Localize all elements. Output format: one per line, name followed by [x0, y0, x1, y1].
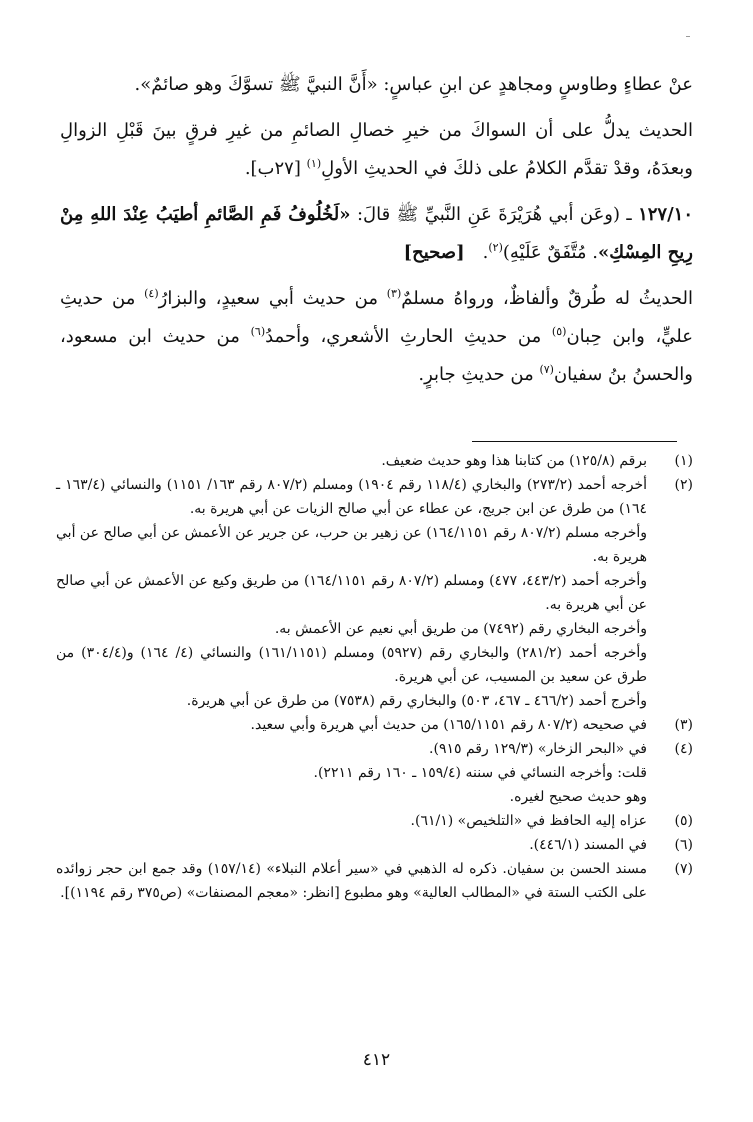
footnote-text	[56, 713, 647, 737]
hadith-text: «لَخُلُوفُ فَمِ الصَّائمِ أطيَبُ عِنْدَ اللهِ مِنْ رِيحِ المِسْكِ»	[60, 204, 693, 263]
paragraph-3-b: من حديث أبي سعيدٍ، والبزارُ	[158, 288, 387, 309]
footnote-ref-2: (٢)	[488, 241, 503, 254]
footnote-ref-7: (٧)	[539, 363, 554, 376]
footnote-text	[56, 809, 647, 833]
paragraph-1: عنْ عطاءٍ وطاوسٍ ومجاهدٍ عن ابنِ عباسٍ: «أَنَّ النبيَّ ﷺ تسوَّكَ وهو صائمٌ».	[134, 74, 693, 95]
paragraph-2	[60, 112, 693, 188]
paragraph-2-text: الحديث يدلُّ على أن السواكَ من خيرِ خصالِ الصائمِ من غيرِ فرقٍ بينَ قَبْلِ الزوالِ وبعدَهُ، وقدْ تقدَّم الكلامُ على ذلكَ في الحديثِ الأولِ	[60, 120, 693, 179]
footnote-number: (٣)	[674, 717, 693, 733]
footnote-6	[56, 833, 693, 857]
grade-label: [صحيح]	[403, 242, 465, 263]
footnote-line: وهو حديث صحيح لغيره.	[509, 789, 647, 805]
footnote-number: (٥)	[674, 813, 693, 829]
footnote-number: (٦)	[674, 837, 693, 853]
paragraph-3-a: الحديثُ له طُرقٌ وألفاظٌ، ورواهُ مسلمٌ	[401, 288, 693, 309]
footnote-ref-4: (٤)	[144, 287, 159, 300]
footnote-number: (١)	[674, 453, 693, 469]
footnote-line: وأخرجه مسلم (٨٠٧/٢ رقم ١٦٤/١١٥١) عن زهير بن حرب، عن جرير عن الأعمش عن أبي صالح عن أبي هريرة به.	[56, 525, 647, 565]
footnote-3	[56, 713, 693, 737]
footnote-line: وأخرجه أحمد (٤٤٣/٢، ٤٧٧) ومسلم (٨٠٧/٢ رقم ١٦٤/١١٥١) من طريق وكيع عن الأعمش عن أبي صالح عن أبي هريرة به.	[56, 573, 648, 613]
paragraph-3	[60, 280, 693, 394]
paragraph-3-f: من حديثِ جابرٍ.	[418, 364, 540, 385]
footnote-number: (٧)	[674, 861, 693, 877]
footnote-text	[56, 833, 647, 857]
footnote-7	[56, 857, 693, 905]
footnote-divider	[472, 441, 677, 442]
page-number: ٤١٢	[362, 1050, 391, 1070]
footnote-2	[56, 473, 693, 713]
footnote-line: عزاه إليه الحافظ في «التلخيص» (٦١/١).	[410, 813, 647, 829]
hadith-number: ١٢٧/١٠	[638, 204, 694, 225]
footnote-line: في «البحر الزخار» (١٢٩/٣ رقم ٩١٥).	[429, 741, 647, 757]
footnote-text	[56, 737, 647, 809]
footnote-line: في المسند (٤٤٦/١).	[529, 837, 647, 853]
footnote-line: أخرجه أحمد (٢٧٣/٢) والبخاري (١١٨/٤ رقم ١٩٠٤) ومسلم (٨٠٧/٢ رقم ١٦٣/ ١١٥١) والنسائي (١٦٣/٤ ـ ١٦٤) من طرق عن ابن جريج، عن عطاء عن أبي صالح الزيات عن أبي هريرة به.	[56, 477, 647, 517]
hadith-paragraph	[60, 196, 693, 272]
hadith-muttafaq: . مُتَّفَقٌ عَلَيْهِ)	[502, 242, 599, 263]
paragraph-2-end: [٢٧ب].	[244, 158, 307, 179]
hadith-intro: ـ (وعَن أبي هُرَيْرَةَ عَنِ النَّبيِّ ﷺ قالَ:	[350, 204, 639, 225]
footnote-line: في صحيحه (٨٠٧/٢ رقم ١٦٥/١١٥١) من حديث أبي هريرة وأبي سعيد.	[250, 717, 647, 733]
paragraph-3-c: من حديثِ عليٍّ، وابن حِبان	[60, 288, 693, 347]
footnote-line: وأخرجه أحمد (٢٨١/٢) والبخاري رقم (٥٩٢٧) ومسلم (١٦١/١١٥١) والنسائي (٤/ ١٦٤) و(٣٠٤/٤) من طرق عن سعيد بن المسيب، عن أبي هريرة.	[56, 645, 648, 685]
paragraph-3-d: من حديثِ الحارثِ الأشعري، وأحمدُ	[265, 326, 552, 347]
footnote-ref-5: (٥)	[551, 325, 567, 338]
footnote-line: وأخرجه البخاري رقم (٧٤٩٢) من طريق أبي نعيم عن الأعمش به.	[274, 621, 647, 637]
footnote-5	[56, 809, 693, 833]
paragraph-3-e: من حديث ابن مسعود، والحسنُ بنُ سفيان	[60, 326, 693, 385]
footnote-line: برقم (١٢٥/٨) من كتابنا هذا وهو حديث ضعيف.	[381, 453, 647, 469]
scan-mark	[686, 36, 690, 37]
footnote-ref-1: (١)	[306, 157, 322, 170]
footnote-ref-3: (٣)	[386, 287, 402, 300]
footnote-number: (٢)	[674, 477, 693, 493]
footnote-1	[56, 449, 693, 473]
footnote-4	[56, 737, 693, 809]
main-text	[60, 66, 693, 394]
footnote-line: مسند الحسن بن سفيان. ذكره له الذهبي في «سير أعلام النبلاء» (١٥٧/١٤) وقد جمع ابن حجر زوائده على الكتب الستة في «المطالب العالية» وهو مطبوع [انظر: «معجم المصنفات» (ص٣٧٥ رقم ١١٩٤)].	[56, 861, 647, 901]
footnote-text	[56, 857, 647, 905]
footnote-number: (٤)	[674, 741, 693, 757]
footnote-ref-6: (٦)	[250, 325, 266, 338]
footnote-text	[56, 473, 647, 713]
footnote-line: قلت: وأخرجه النسائي في سننه (١٥٩/٤ ـ ١٦٠ رقم ٢٢١١).	[313, 765, 647, 781]
footnotes	[56, 449, 693, 905]
footnote-text	[56, 449, 647, 473]
hadith-end: .	[482, 242, 489, 263]
footnote-line: وأخرج أحمد (٤٦٦/٢ ـ ٤٦٧، ٥٠٣) والبخاري رقم (٧٥٣٨) من طرق عن أبي هريرة.	[186, 693, 647, 709]
